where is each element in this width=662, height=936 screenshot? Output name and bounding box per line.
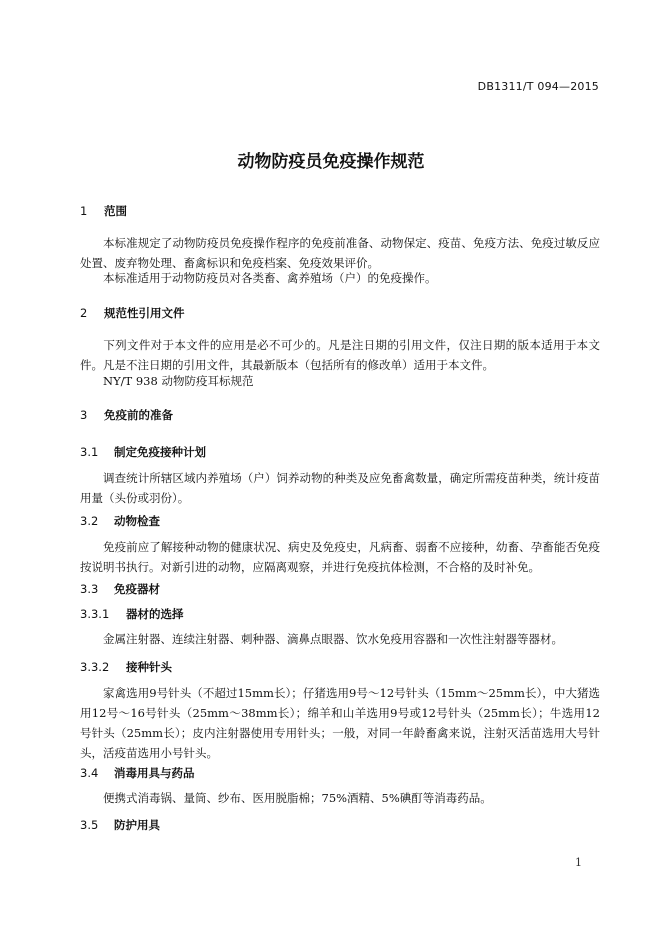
normative-reference: NY/T 938 动物防疫耳标规范 bbox=[103, 374, 254, 388]
section-heading-3-1 bbox=[80, 444, 206, 460]
section-title: 免疫器材 bbox=[114, 582, 161, 596]
section-heading-3-2 bbox=[80, 513, 160, 529]
section-title: 接种针头 bbox=[126, 660, 173, 674]
section-number: 3.3 bbox=[80, 582, 99, 596]
paragraph-text: 免疫前应了解接种动物的健康状况、病史及免疫史，凡病畜、弱畜不应接种，幼畜、孕畜能否免疫按说明书执行。对新引进的动物，应隔离观察，并进行免疫抗体检测，不合格的及时补免。 bbox=[80, 540, 600, 574]
section-3-4-paragraph: 便携式消毒锅、量筒、纱布、医用脱脂棉；75%酒精、5%碘酊等消毒药品。 bbox=[103, 791, 492, 805]
section-number: 3.1 bbox=[80, 445, 99, 459]
section-title: 规范性引用文件 bbox=[104, 306, 185, 320]
section-heading-3 bbox=[80, 407, 173, 423]
section-number: 3.3.2 bbox=[80, 660, 110, 674]
section-number: 3.2 bbox=[80, 514, 99, 528]
paragraph-text: 下列文件对于本文件的应用是必不可少的。凡是注日期的引用文件，仅注日期的版本适用于本文件。凡是不注日期的引用文件，其最新版本（包括所有的修改单）适用于本文件。 bbox=[80, 338, 600, 372]
section-number: 3.5 bbox=[80, 818, 99, 832]
page-number: 1 bbox=[575, 856, 582, 869]
section-number: 3.4 bbox=[80, 766, 99, 780]
section-title: 动物检查 bbox=[114, 514, 161, 528]
section-title: 消毒用具与药品 bbox=[114, 766, 195, 780]
document-title: 动物防疫员免疫操作规范 bbox=[237, 152, 425, 172]
section-3-1-paragraph bbox=[80, 468, 600, 508]
section-title: 范围 bbox=[104, 204, 128, 218]
section-title: 制定免疫接种计划 bbox=[114, 445, 207, 459]
section-heading-2 bbox=[80, 305, 185, 321]
section-number: 3.3.1 bbox=[80, 607, 110, 621]
section-number: 2 bbox=[80, 306, 88, 320]
section-1-paragraph-1 bbox=[80, 233, 600, 273]
section-heading-3-3 bbox=[80, 581, 160, 597]
section-number: 3 bbox=[80, 408, 88, 422]
section-3-3-2-paragraph bbox=[80, 683, 600, 763]
section-title: 免疫前的准备 bbox=[104, 408, 174, 422]
section-1-paragraph-2: 本标准适用于动物防疫员对各类畜、禽养殖场（户）的免疫操作。 bbox=[103, 271, 437, 285]
section-heading-3-3-1 bbox=[80, 606, 184, 622]
section-number: 1 bbox=[80, 204, 88, 218]
section-3-3-1-paragraph: 金属注射器、连续注射器、刺种器、滴鼻点眼器、饮水免疫用容器和一次性注射器等器材。 bbox=[103, 632, 563, 646]
section-title: 防护用具 bbox=[114, 818, 161, 832]
document-number: DB1311/T 094—2015 bbox=[477, 80, 599, 93]
section-heading-3-4 bbox=[80, 765, 195, 781]
section-3-2-paragraph bbox=[80, 537, 600, 577]
section-heading-3-3-2 bbox=[80, 659, 172, 675]
section-title: 器材的选择 bbox=[126, 607, 184, 621]
paragraph-text: 调查统计所辖区域内养殖场（户）饲养动物的种类及应免畜禽数量，确定所需疫苗种类，统计疫苗用量（头份或羽份）。 bbox=[80, 471, 600, 505]
paragraph-text: 家禽选用9号针头（不超过15mm长）；仔猪选用9号～12号针头（15mm～25mm长），中大猪选用12号～16号针头（25mm～38mm长）；绵羊和山羊选用9号或12号针头（25mm长）；牛选用12号针头（25mm长）；皮内注射器使用专用针头；一般，对同一年龄畜禽来说，注射灭活苗选用大号针头，活疫苗选用小号针头。 bbox=[80, 686, 600, 760]
section-heading-1 bbox=[80, 203, 127, 219]
section-2-paragraph-1 bbox=[80, 335, 600, 375]
section-heading-3-5 bbox=[80, 817, 160, 833]
paragraph-text: 本标准规定了动物防疫员免疫操作程序的免疫前准备、动物保定、疫苗、免疫方法、免疫过敏反应处置、废弃物处理、畜禽标识和免疫档案、免疫效果评价。 bbox=[80, 236, 600, 270]
